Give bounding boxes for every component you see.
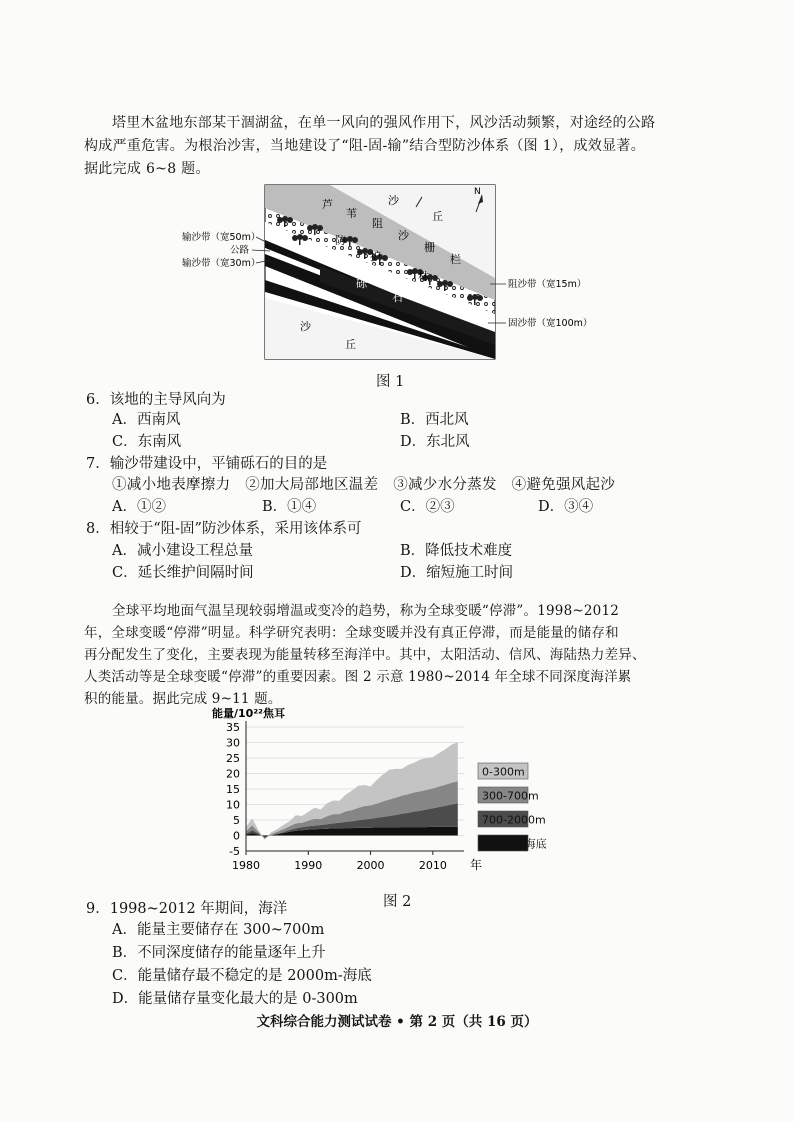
q6-stem: 6．该地的主导风向为 <box>86 392 226 408</box>
passage-2-line-3: 再分配发生了变化，主要表现为能量转移至海洋中。其中，太阳活动、信风、海陆热力差异、 <box>84 647 646 663</box>
figure-1 <box>170 180 600 370</box>
passage-1-line-3: 据此完成 6~8 题。 <box>84 161 210 177</box>
chart-y-tick-label: 20 <box>226 767 240 781</box>
chart-legend-label: 2000m-海底 <box>482 837 547 851</box>
q9-stem: 9．1998~2012 年期间，海洋 <box>86 901 288 917</box>
label-forest-1: 防 <box>335 234 346 247</box>
chart-x-axis-label: 年 <box>470 858 483 872</box>
label-dune-top-2: 丘 <box>432 210 443 223</box>
q9-option-b[interactable]: B．不同深度储存的能量逐年上升 <box>112 945 326 961</box>
figure-1-caption: 图 1 <box>376 374 405 390</box>
chart-y-tick-label: -5 <box>229 845 240 858</box>
figure-2 <box>200 705 620 885</box>
passage-1-line-2: 构成严重危害。为根治沙害，当地建设了“阻-固-输”结合型防沙体系（图 1），成效显著。 <box>84 138 646 154</box>
q8-option-b[interactable]: B．降低技术难度 <box>400 543 513 559</box>
q7-option-d[interactable]: D．③④ <box>538 499 594 515</box>
label-north: N <box>474 187 481 197</box>
q8-option-a[interactable]: A．减小建设工程总量 <box>112 543 253 559</box>
chart-legend-label: 300-700m <box>482 789 539 803</box>
label-dune-bottom-1: 沙 <box>300 320 311 333</box>
q6-option-c[interactable]: C．东南风 <box>112 434 182 450</box>
passage-2 <box>84 600 704 710</box>
page-footer: 文科综合能力测试试卷 • 第 2 页（共 16 页） <box>256 1014 538 1030</box>
passage-2-line-4: 人类活动等是全球变暖“停滞”的重要因素。图 2 示意 1980~2014 年全球不同深度海洋累 <box>84 669 632 685</box>
label-gravel-1: 砾 <box>356 277 367 290</box>
passage-1-line-1: 塔里木盆地东部某干涸湖盆，在单一风向的强风作用下，风沙活动频繁，对途经的公路 <box>112 115 656 131</box>
chart-y-tick-label: 0 <box>233 829 240 843</box>
label-transport-30: 输沙带（宽30m） <box>182 258 261 269</box>
label-barrier-1: 阻 <box>372 217 383 230</box>
chart-x-tick-label: 2010 <box>418 859 447 872</box>
figure-2-caption: 图 2 <box>383 894 412 910</box>
chart-y-tick-label: 10 <box>226 798 240 812</box>
figure-1-diagram <box>170 180 600 370</box>
label-dune-top-1: 沙 <box>388 194 399 207</box>
chart-y-tick-label: 30 <box>226 736 240 750</box>
label-barrier-4: 栏 <box>450 253 461 266</box>
label-forest-2: 护 <box>370 250 381 263</box>
q9-option-a[interactable]: A．能量主要储存在 300~700m <box>112 922 325 938</box>
q7-option-b[interactable]: B．①④ <box>262 499 317 515</box>
q6-option-a[interactable]: A．西南风 <box>112 412 181 428</box>
label-reed-2: 苇 <box>346 207 357 220</box>
q8-option-c[interactable]: C．延长维护间隔时间 <box>112 565 254 581</box>
label-transport-50: 输沙带（宽50m） <box>182 232 261 243</box>
q9-option-d[interactable]: D．能量储存量变化最大的是 0-300m <box>112 991 358 1007</box>
label-road: 公路 <box>230 245 250 256</box>
chart-x-tick-label: 2000 <box>356 859 385 872</box>
label-reed-1: 芦 <box>322 198 333 211</box>
chart-x-tick-label: 1990 <box>294 859 323 872</box>
label-dune-bottom-2: 丘 <box>345 338 356 351</box>
q6-option-d[interactable]: D．东北风 <box>400 434 470 450</box>
passage-1 <box>84 112 704 181</box>
q7-option-a[interactable]: A．①② <box>112 499 166 515</box>
figure-2-chart <box>200 705 620 885</box>
chart-y-tick-label: 25 <box>226 752 240 765</box>
q8-option-d[interactable]: D．缩短施工时间 <box>400 565 514 581</box>
chart-y-tick-label: 15 <box>226 783 240 796</box>
passage-2-line-1: 全球平均地面气温呈现较弱增温或变冷的趋势，称为全球变暖“停滞”。1998~2012 <box>112 603 620 619</box>
q8-stem: 8．相较于“阻-固”防沙体系，采用该体系可 <box>86 521 362 537</box>
label-block-belt: 阻沙带（宽15m） <box>508 279 587 290</box>
label-forest-3: 林 <box>418 270 429 283</box>
q9-option-c[interactable]: C．能量储存最不稳定的是 2000m-海底 <box>112 968 372 984</box>
label-barrier-2: 沙 <box>398 229 409 242</box>
label-fix-belt: 固沙带（宽100m） <box>508 318 593 329</box>
chart-y-tick-label: 5 <box>233 814 240 827</box>
q7-stem: 7．输沙带建设中，平铺砾石的目的是 <box>86 456 328 472</box>
q7-option-c[interactable]: C．②③ <box>400 499 455 515</box>
q7-items: ①减小地表摩擦力 ②加大局部地区温差 ③减少水分蒸发 ④避免强风起沙 <box>112 477 616 493</box>
chart-x-tick-label: 1980 <box>232 859 260 872</box>
chart-legend-label: 0-300m <box>482 765 525 779</box>
chart-legend-label: 700-2000m <box>482 813 546 827</box>
q6-option-b[interactable]: B．西北风 <box>400 412 469 428</box>
passage-2-line-5: 积的能量。据此完成 9~11 题。 <box>84 691 282 707</box>
chart-y-tick-label: 35 <box>226 721 240 734</box>
label-gravel-2: 石 <box>392 291 403 304</box>
label-barrier-3: 栅 <box>424 241 435 254</box>
chart-y-axis-label: 能量/10²²焦耳 <box>212 707 285 720</box>
passage-2-line-2: 年，全球变暖“停滞”明显。科学研究表明：全球变暖并没有真正停滞，而是能量的储存和 <box>84 625 619 641</box>
